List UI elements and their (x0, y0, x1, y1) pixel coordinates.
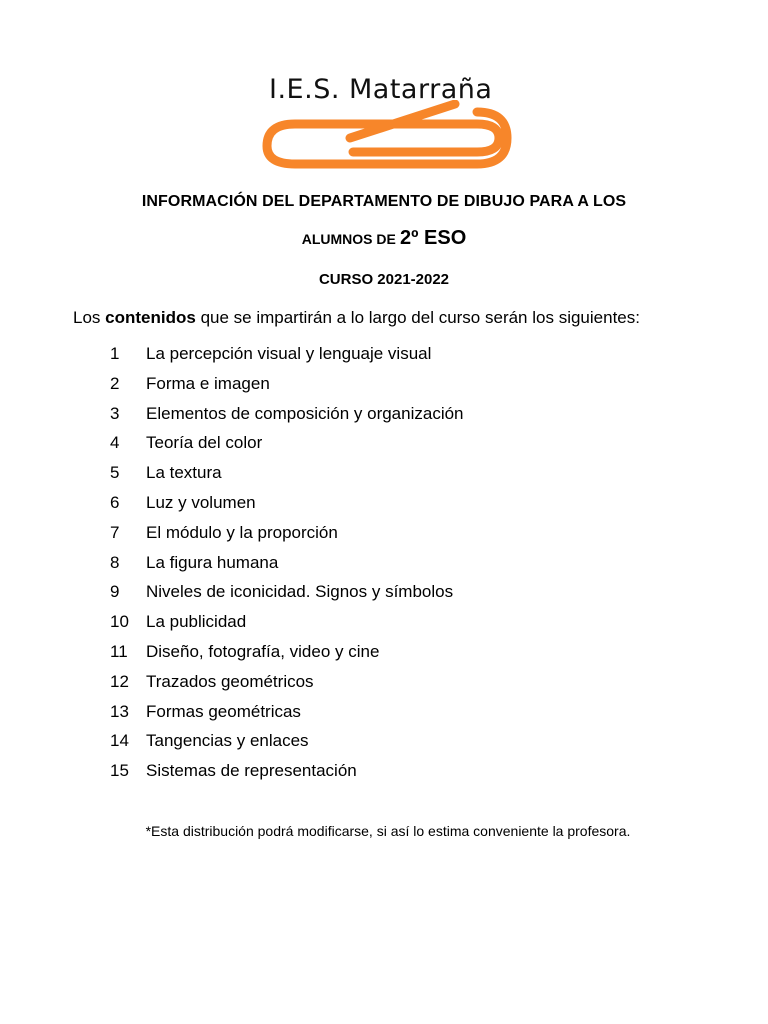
list-item (110, 729, 464, 759)
intro-bold: contenidos (105, 308, 196, 327)
list-item-text: Formas geométricas (146, 701, 301, 721)
list-item-text: Niveles de iconicidad. Signos y símbolos (146, 582, 454, 602)
list-item (110, 670, 464, 700)
list-item-text: Trazados geométricos (146, 671, 314, 691)
list-item-text: El módulo y la proporción (146, 522, 338, 542)
list-item (110, 342, 464, 372)
list-item-number: 14 (110, 731, 129, 751)
footnote: *Esta distribución podrá modificarse, si así lo estima conveniente la profesora. (145, 823, 631, 839)
list-item (110, 700, 464, 730)
intro-paragraph (73, 308, 640, 328)
school-logo (255, 72, 515, 172)
list-item-number: 7 (110, 522, 120, 542)
document-title-line-1: INFORMACIÓN DEL DEPARTAMENTO DE DIBUJO PARA A LOS (141, 193, 627, 210)
title-prefix: ALUMNOS DE (301, 231, 396, 247)
list-item (110, 402, 464, 432)
list-item (110, 640, 464, 670)
title-grade: 2º ESO (400, 227, 467, 249)
list-item-text: Elementos de composición y organización (146, 403, 464, 423)
list-item-number: 4 (110, 433, 120, 453)
list-item-text: Diseño, fotografía, video y cine (146, 641, 380, 661)
course-year: CURSO 2021-2022 (318, 271, 450, 288)
list-item-text: La figura humana (146, 552, 279, 572)
list-item-number: 15 (110, 761, 129, 781)
document-title-line-2 (0, 227, 768, 250)
list-item (110, 491, 464, 521)
list-item-number: 1 (110, 344, 120, 363)
list-item-number: 10 (110, 612, 129, 632)
list-item (110, 431, 464, 461)
list-item-number: 6 (110, 492, 120, 512)
paperclip-icon (255, 100, 515, 172)
list-item-number: 13 (110, 701, 129, 721)
contents-list (110, 342, 464, 789)
list-item (110, 580, 464, 610)
list-item-number: 5 (110, 463, 120, 483)
list-item-number: 2 (110, 373, 120, 393)
list-item-text: Luz y volumen (146, 492, 256, 512)
logo-text: I.E.S. Matarraña (269, 74, 493, 105)
list-item-text: Sistemas de representación (146, 761, 357, 781)
list-item-number: 12 (110, 671, 129, 691)
list-item-number: 11 (110, 641, 128, 661)
list-item-number: 8 (110, 552, 120, 572)
list-item-text: Tangencias y enlaces (146, 731, 309, 751)
list-item (110, 551, 464, 581)
list-item (110, 610, 464, 640)
list-item-text: Teoría del color (146, 433, 263, 453)
list-item (110, 461, 464, 491)
list-item-text: La publicidad (146, 612, 247, 632)
list-item (110, 521, 464, 551)
list-item-text: La percepción visual y lenguaje visual (146, 344, 432, 363)
list-item-text: La textura (146, 463, 222, 483)
list-item (110, 759, 464, 789)
list-item-number: 9 (110, 582, 120, 602)
list-item-text: Forma e imagen (146, 373, 270, 393)
list-item (110, 372, 464, 402)
list-item-number: 3 (110, 403, 120, 423)
intro-before: Los (73, 308, 101, 327)
intro-after: que se impartirán a lo largo del curso serán los siguientes: (200, 308, 640, 327)
